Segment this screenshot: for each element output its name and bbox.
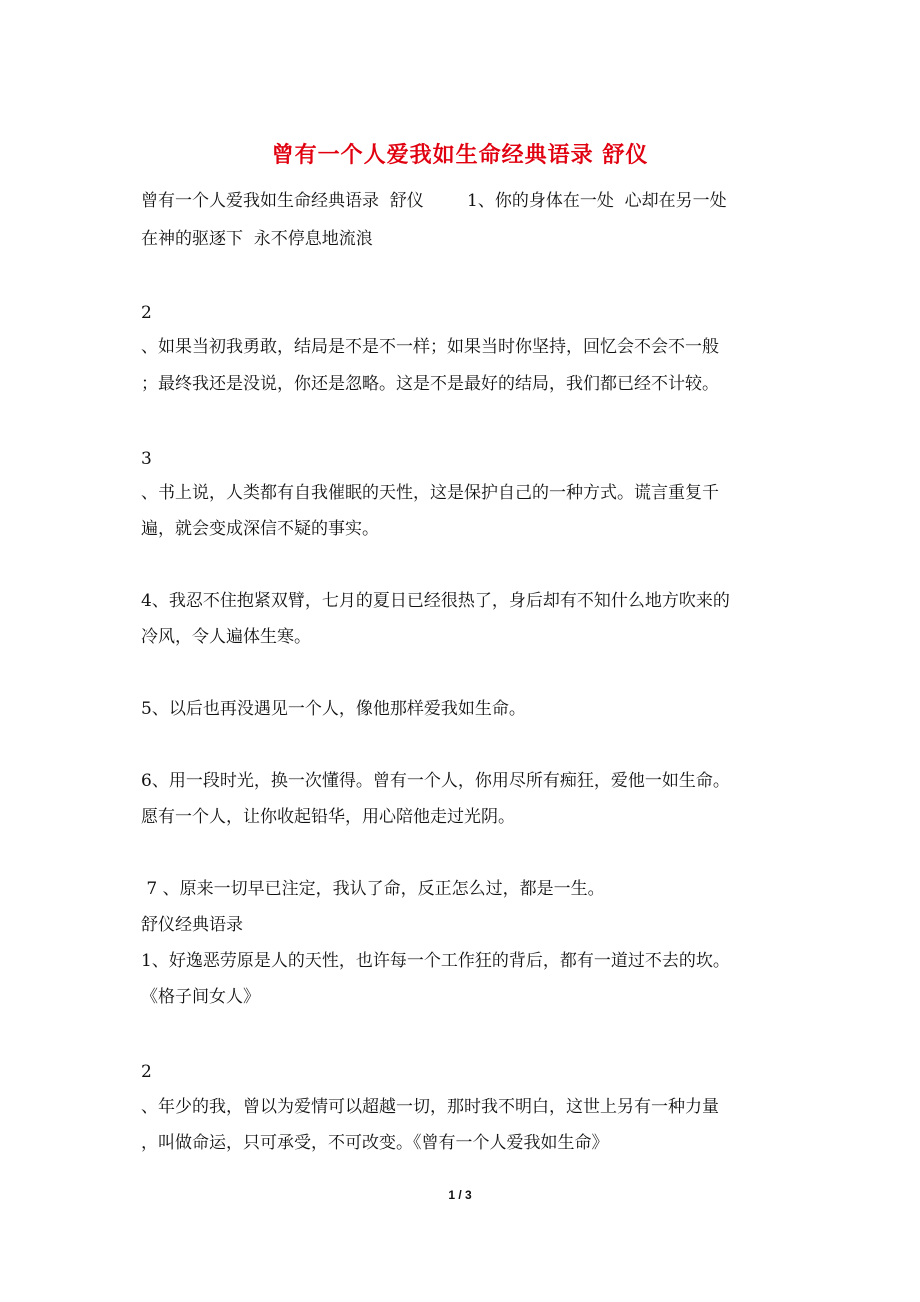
text-line: ，叫做命运，只可承受，不可改变。《曾有一个人爱我如生命》 xyxy=(141,1133,609,1153)
item-number: 3 xyxy=(141,449,152,469)
document-title: 曾有一个人爱我如生命经典语录 舒仪 xyxy=(271,142,649,168)
text-line: 、书上说，人类都有自我催眠的天性，这是保护自己的一种方式。谎言重复千 xyxy=(141,483,719,503)
page-indicator: 1 / 3 xyxy=(448,1188,472,1202)
item-number: 2 xyxy=(141,303,152,323)
text-line: 愿有一个人，让你收起铅华，用心陪他走过光阴。 xyxy=(141,807,515,827)
text-line: 4、我忍不住抱紧双臂，七月的夏日已经很热了，身后却有不知什么地方吹来的 xyxy=(141,591,730,611)
text-line: 在神的驱逐下 永不停息地流浪 xyxy=(141,229,373,249)
text-line: ；最终我还是没说，你还是忽略。这是不是最好的结局，我们都已经不计较。 xyxy=(141,374,719,394)
text-line: 7 、原来一切早已注定，我认了命，反正怎么过，都是一生。 xyxy=(141,879,605,899)
text-line: 5、以后也再没遇见一个人，像他那样爱我如生命。 xyxy=(141,699,526,719)
text-line: 曾有一个人爱我如生命经典语录 舒仪 1、你的身体在一处 心却在另一处 xyxy=(141,191,727,211)
section-heading: 舒仪经典语录 xyxy=(141,915,243,935)
text-line: 《格子间女人》 xyxy=(141,987,260,1007)
text-line: 6、用一段时光，换一次懂得。曾有一个人，你用尽所有痴狂，爱他一如生命。 xyxy=(141,771,730,791)
text-line: 、如果当初我勇敢，结局是不是不一样；如果当时你坚持，回忆会不会不一般 xyxy=(141,337,719,357)
text-line: 遍，就会变成深信不疑的事实。 xyxy=(141,519,379,539)
text-line: 1、好逸恶劳原是人的天性，也许每一个工作狂的背后，都有一道过不去的坎。 xyxy=(141,951,730,971)
text-line: 冷风，令人遍体生寒。 xyxy=(141,627,311,647)
item-number: 2 xyxy=(141,1062,152,1082)
text-line: 、年少的我，曾以为爱情可以超越一切，那时我不明白，这世上另有一种力量 xyxy=(141,1097,719,1117)
